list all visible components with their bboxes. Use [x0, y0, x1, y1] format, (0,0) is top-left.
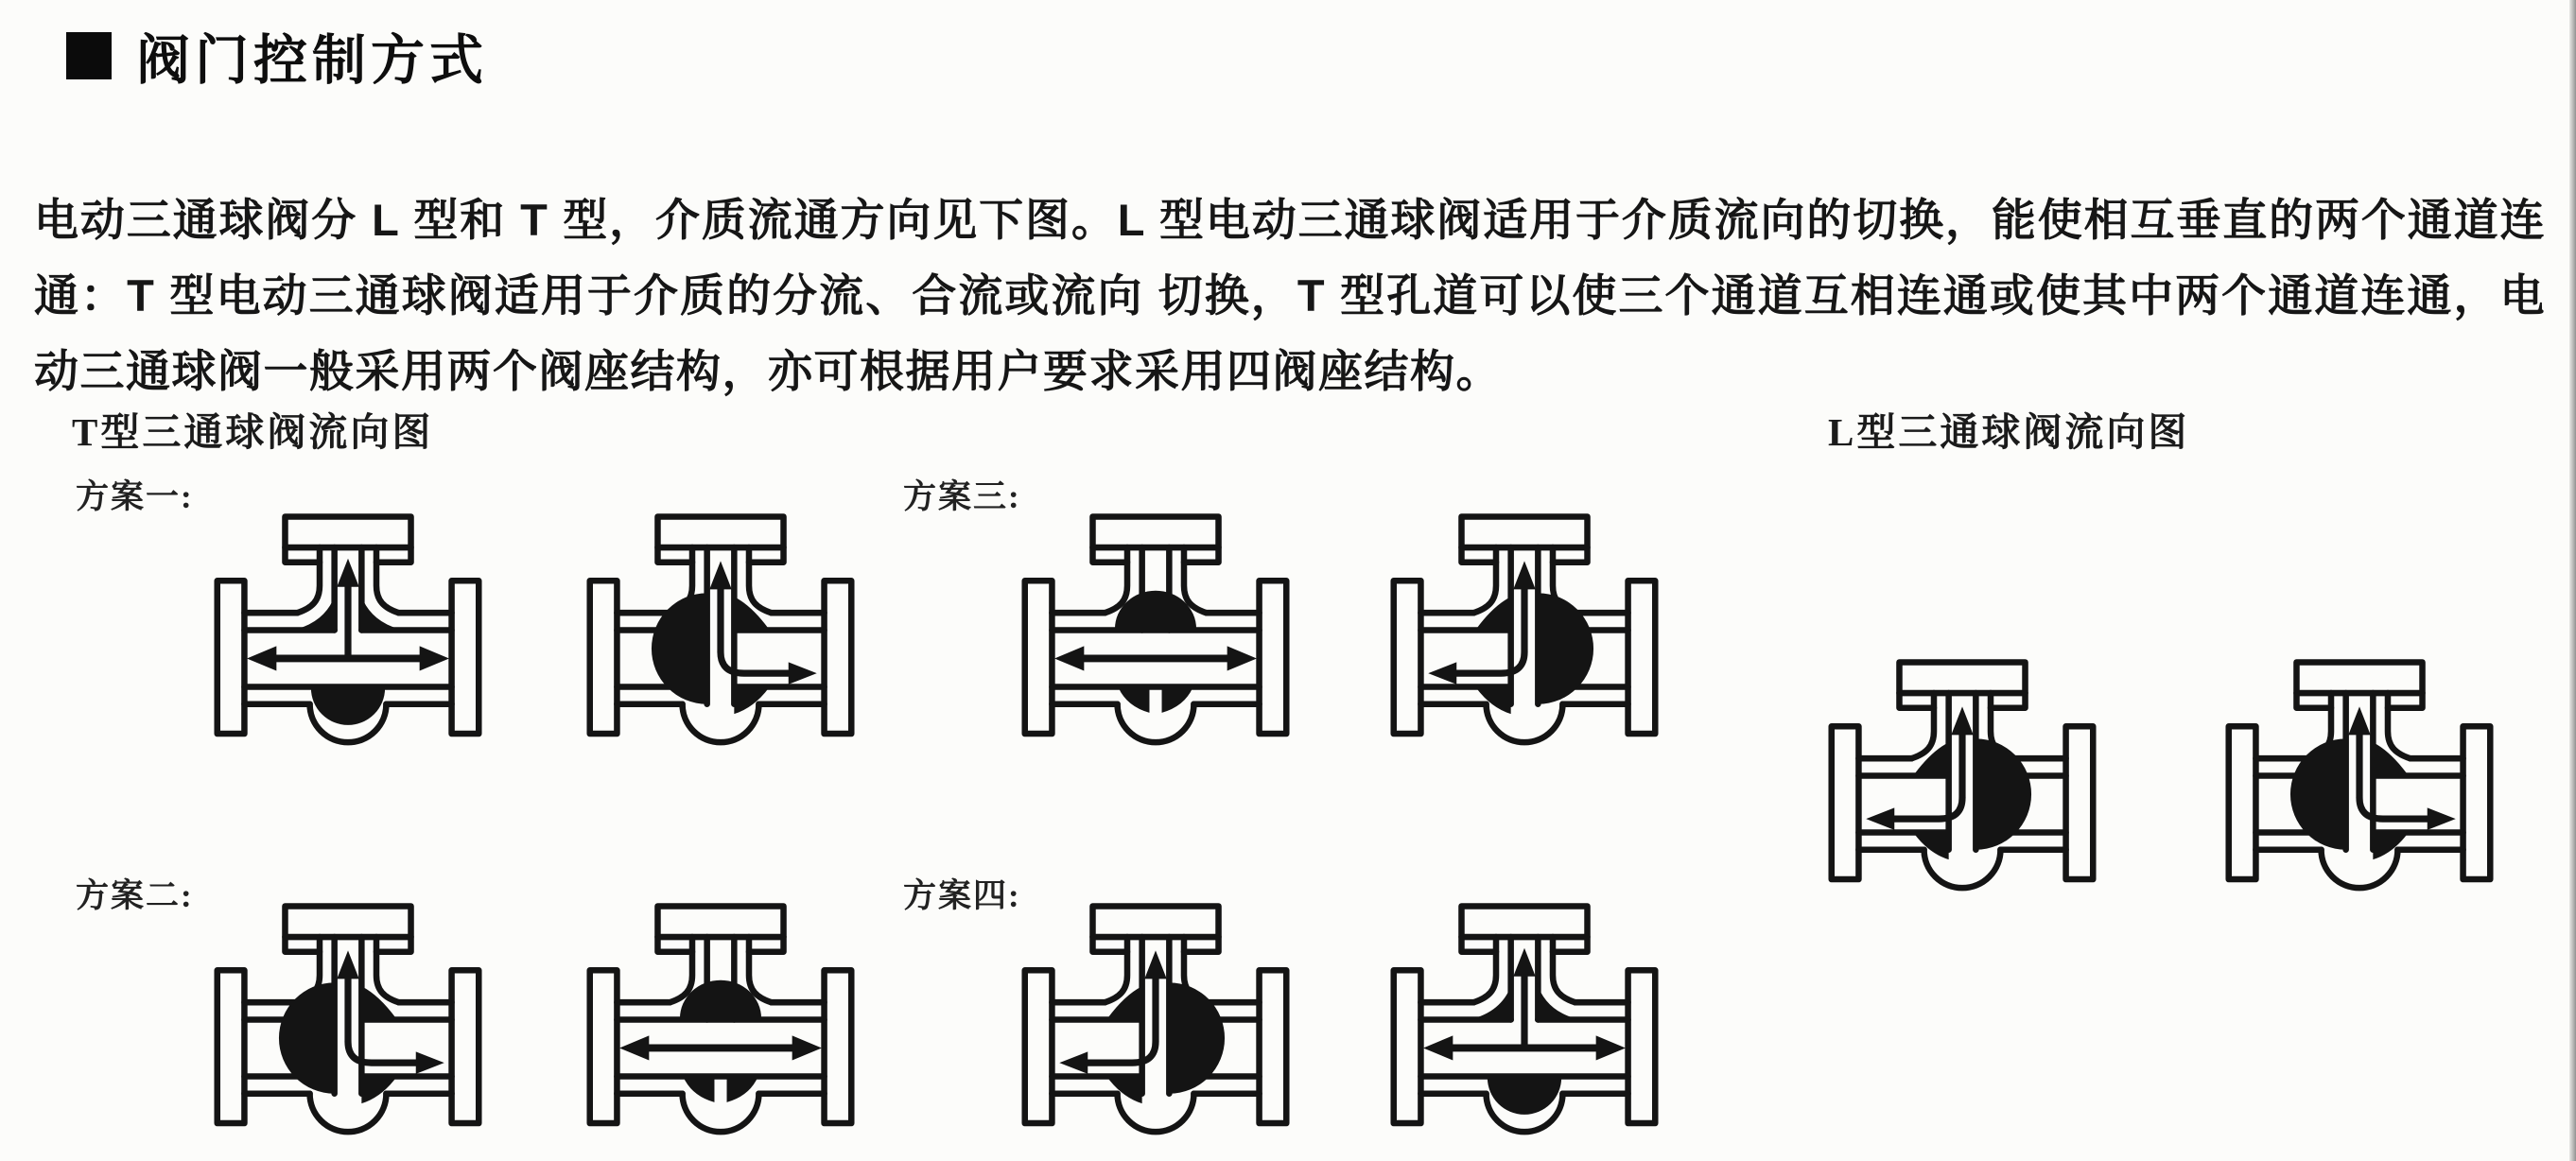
scheme-block-1	[74, 471, 887, 792]
scheme-block-4	[901, 849, 1714, 1161]
scheme-block-2	[74, 849, 887, 1161]
scheme-4-label: 方案四:	[903, 877, 1021, 914]
page-title-row	[66, 17, 488, 95]
valve-diagram-scheme4-a	[1014, 896, 1297, 1161]
t-section-heading: T型三通球阀流向图	[72, 410, 434, 454]
scheme-2-label: 方案二:	[76, 877, 194, 914]
page-title: 阀门控制方式	[136, 30, 488, 91]
valve-diagram-scheme1-b	[579, 507, 862, 778]
l-type-valve-group	[1820, 652, 2539, 936]
valve-diagram-scheme4-b	[1383, 896, 1666, 1161]
intro-paragraph: 电动三通球阀分 L 型和 T 型，介质流通方向见下图。L 型电动三通球阀适用于介质流向的切换，能使相互垂直的两个通道连通：T 型电动三通球阀适用于介质的分流、合流或流向 切换，T 型孔道可以使三个通道互相连通或使其中两个通道连通，电动三通球阀一般采用两个阀座结构，亦可根据用户要求采用四阀座结构。	[34, 195, 2546, 396]
valve-diagram-scheme2-b	[579, 896, 862, 1161]
scheme-block-3	[901, 471, 1714, 792]
valve-diagram-scheme3-b	[1383, 507, 1666, 778]
valve-diagram-scheme2-a	[206, 896, 490, 1161]
scan-edge-artifact	[2569, 0, 2576, 1161]
scheme-3-label: 方案三:	[903, 478, 1021, 515]
valve-diagram-scheme1-a	[206, 507, 490, 778]
l-section-heading: L型三通球阀流向图	[1828, 410, 2190, 454]
valve-diagram-ltype-b	[2218, 652, 2501, 924]
title-bullet-square	[66, 32, 112, 79]
valve-diagram-ltype-a	[1820, 652, 2104, 924]
valve-diagram-scheme3-a	[1014, 507, 1297, 778]
scheme-1-label: 方案一:	[76, 478, 194, 515]
